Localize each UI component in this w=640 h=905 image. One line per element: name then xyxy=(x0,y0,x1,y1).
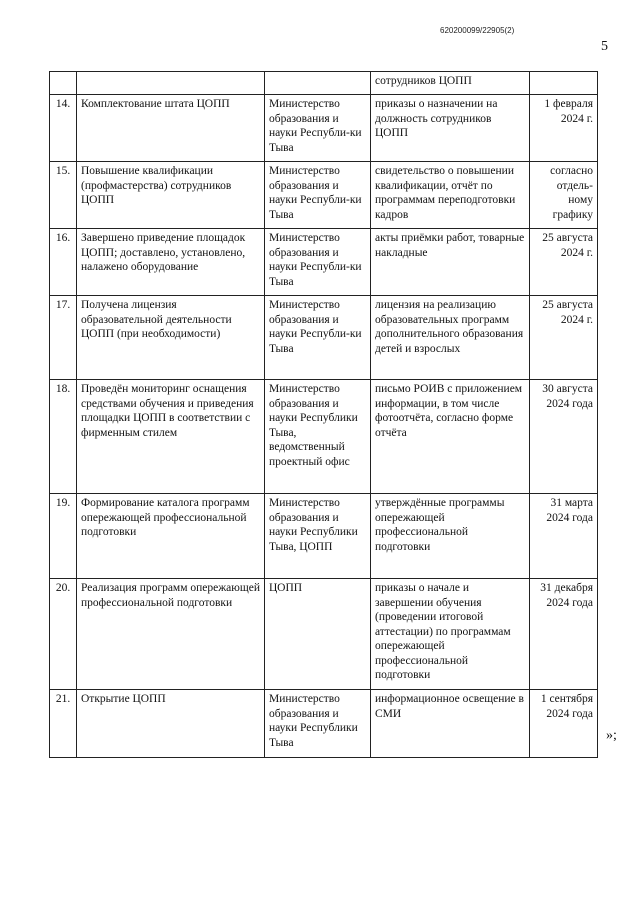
deadline-cell: согласно отдель-ному графику xyxy=(530,162,598,229)
row-number: 18. xyxy=(50,380,77,494)
responsible-cell: Министерство образования и науки Республи-ки Тыва xyxy=(265,296,371,380)
table-row xyxy=(50,162,598,229)
action-cell: Завершено приведение площадок ЦОПП; доставлено, установлено, налажено оборудование xyxy=(77,229,265,296)
table-row xyxy=(50,72,598,95)
deadline-cell: 25 августа 2024 г. xyxy=(530,296,598,380)
result-cell: утверждённые программы опережающей профессиональной подготовки xyxy=(371,494,530,579)
result-cell: лицензия на реализацию образовательных программ дополнительного образования детей и взрослых xyxy=(371,296,530,380)
action-cell: Реализация программ опережающей профессиональной подготовки xyxy=(77,579,265,690)
action-cell: Проведён мониторинг оснащения средствами обучения и приведения площадки ЦОПП в соответствии с фирменным стилем xyxy=(77,380,265,494)
closing-quote-mark: »; xyxy=(606,728,617,743)
deadline-cell: 31 декабря 2024 года xyxy=(530,579,598,690)
deadline-cell: 30 августа 2024 года xyxy=(530,380,598,494)
responsible-cell: Министерство образования и науки Республики Тыва, ЦОПП xyxy=(265,494,371,579)
deadline-cell: 31 марта 2024 года xyxy=(530,494,598,579)
table-row xyxy=(50,380,598,494)
result-cell: письмо РОИВ с приложением информации, в том числе фотоотчёта, согласно форме отчёта xyxy=(371,380,530,494)
action-cell: Открытие ЦОПП xyxy=(77,690,265,758)
row-number: 16. xyxy=(50,229,77,296)
responsible-cell: Министерство образования и науки Республики Тыва xyxy=(265,690,371,758)
responsible-cell: Министерство образования и науки Республи-ки Тыва xyxy=(265,229,371,296)
responsible-cell: Министерство образования и науки Республи-ки Тыва xyxy=(265,95,371,162)
plan-table xyxy=(49,71,598,758)
result-cell: информационное освещение в СМИ xyxy=(371,690,530,758)
table-row xyxy=(50,229,598,296)
row-number: 19. xyxy=(50,494,77,579)
table-row xyxy=(50,690,598,758)
action-cell: Получена лицензия образовательной деятельности ЦОПП (при необходимости) xyxy=(77,296,265,380)
row-number: 17. xyxy=(50,296,77,380)
row-number: 14. xyxy=(50,95,77,162)
deadline-cell: 25 августа 2024 г. xyxy=(530,229,598,296)
action-cell: Формирование каталога программ опережающей профессиональной подготовки xyxy=(77,494,265,579)
responsible-cell xyxy=(265,72,371,95)
table-row xyxy=(50,579,598,690)
table-row xyxy=(50,95,598,162)
table-row xyxy=(50,494,598,579)
page-number: 5 xyxy=(601,39,608,54)
action-cell: Повышение квалификации (профмастерства) сотрудников ЦОПП xyxy=(77,162,265,229)
row-number: 20. xyxy=(50,579,77,690)
action-cell xyxy=(77,72,265,95)
result-cell: приказы о назначении на должность сотрудников ЦОПП xyxy=(371,95,530,162)
row-number: 21. xyxy=(50,690,77,758)
deadline-cell: 1 февраля 2024 г. xyxy=(530,95,598,162)
result-cell: свидетельство о повышении квалификации, отчёт по программам переподготовки кадров xyxy=(371,162,530,229)
table-row xyxy=(50,296,598,380)
result-cell: сотрудников ЦОПП xyxy=(371,72,530,95)
responsible-cell: ЦОПП xyxy=(265,579,371,690)
row-number: 15. xyxy=(50,162,77,229)
deadline-cell: 1 сентября 2024 года xyxy=(530,690,598,758)
result-cell: акты приёмки работ, товарные накладные xyxy=(371,229,530,296)
action-cell: Комплектование штата ЦОПП xyxy=(77,95,265,162)
responsible-cell: Министерство образования и науки Республики Тыва, ведомственный проектный офис xyxy=(265,380,371,494)
result-cell: приказы о начале и завершении обучения (проведении итоговой аттестации) по программам опережающей профессиональной подготовки xyxy=(371,579,530,690)
document-id: 620200099/22905(2) xyxy=(440,26,515,35)
row-number xyxy=(50,72,77,95)
deadline-cell xyxy=(530,72,598,95)
responsible-cell: Министерство образования и науки Республи-ки Тыва xyxy=(265,162,371,229)
